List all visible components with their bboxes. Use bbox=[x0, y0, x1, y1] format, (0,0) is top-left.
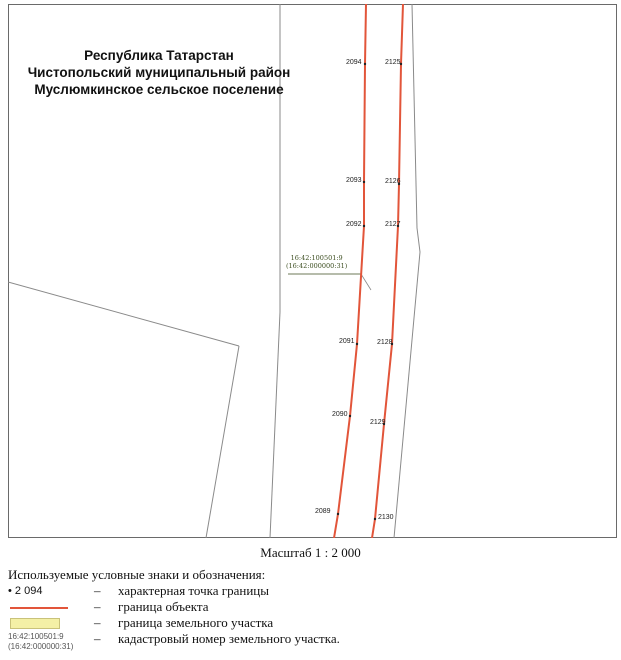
parcel-line-west bbox=[8, 282, 239, 346]
point-label: 2092 bbox=[346, 221, 362, 228]
region-title bbox=[14, 47, 304, 98]
point-marker bbox=[374, 518, 376, 520]
point-label: 2128 bbox=[377, 339, 393, 346]
parcel-line-road-east-lower bbox=[394, 252, 420, 538]
legend-text: граница земельного участка bbox=[118, 615, 274, 630]
object-boundary bbox=[334, 4, 403, 538]
cadastral-leader-line bbox=[361, 274, 371, 290]
region-title-line: Муслюмкинское сельское поселение bbox=[34, 82, 284, 97]
point-label: 2091 bbox=[339, 338, 355, 345]
legend-dash: – bbox=[94, 615, 101, 630]
yellow-swatch bbox=[10, 618, 60, 629]
legend-dash: – bbox=[94, 583, 101, 598]
cadastral-symbol-line: 16:42:100501:9 bbox=[8, 632, 64, 641]
parcel-boundary-symbol bbox=[8, 615, 78, 631]
point-label: 2093 bbox=[346, 177, 362, 184]
point-marker bbox=[363, 225, 365, 227]
legend-title: Используемые условные знаки и обозначения: bbox=[8, 567, 266, 582]
map-scale: Масштаб 1 : 2 000 bbox=[260, 545, 361, 560]
cadastral-number: 16:42:100501:9 bbox=[290, 254, 343, 262]
cadastral-number-old: (16:42:000000:31) bbox=[286, 262, 348, 270]
legend bbox=[8, 566, 608, 653]
object-boundary-east bbox=[372, 4, 403, 538]
point-marker bbox=[337, 513, 339, 515]
point-marker bbox=[363, 181, 365, 183]
object-boundary-west bbox=[334, 4, 366, 538]
legend-dash: – bbox=[94, 599, 101, 614]
point-marker bbox=[356, 343, 358, 345]
point-marker bbox=[349, 415, 351, 417]
point-label: 2130 bbox=[378, 514, 394, 521]
legend-item bbox=[8, 631, 608, 653]
cadastral-number-symbol bbox=[8, 632, 78, 651]
parcel-line-road-east-upper bbox=[412, 4, 417, 228]
point-label: 2094 bbox=[346, 59, 362, 66]
legend-item bbox=[8, 583, 608, 599]
legend-dash: – bbox=[94, 631, 101, 646]
region-title-line: Республика Татарстан bbox=[84, 48, 234, 63]
parcel-line-road-east-bend bbox=[417, 228, 420, 252]
legend-item bbox=[8, 615, 608, 631]
parcel-line-road-west-lower bbox=[270, 312, 280, 538]
parcel-line-southwest bbox=[206, 346, 239, 538]
region-title-line: Чистопольский муниципальный район bbox=[27, 65, 291, 80]
point-label: 2090 bbox=[332, 411, 348, 418]
object-boundary-symbol bbox=[8, 599, 78, 615]
red-line-swatch bbox=[10, 607, 68, 609]
point-label: 2089 bbox=[315, 508, 331, 515]
point-label: 2126 bbox=[385, 178, 401, 185]
cadastral-symbol-line: (16:42:000000:31) bbox=[8, 642, 74, 651]
legend-text: граница объекта bbox=[118, 599, 209, 614]
point-label: 2127 bbox=[385, 221, 401, 228]
legend-text: кадастровый номер земельного участка. bbox=[118, 631, 340, 646]
legend-item bbox=[8, 599, 608, 615]
legend-text: характерная точка границы bbox=[118, 583, 269, 598]
boundary-point-symbol: • 2 094 bbox=[8, 585, 43, 597]
point-label: 2125 bbox=[385, 59, 401, 66]
point-marker bbox=[364, 63, 366, 65]
cadastral-number-label bbox=[286, 254, 347, 270]
point-label: 2129 bbox=[370, 419, 386, 426]
